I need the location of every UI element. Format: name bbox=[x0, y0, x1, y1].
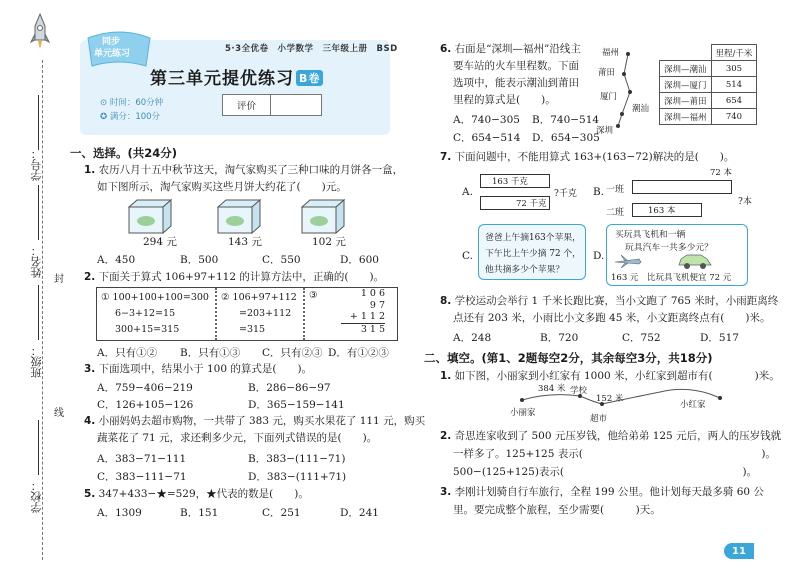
q7-text1: 下面问题中，不能用算式 163+(163−72)解决的是( )。 bbox=[454, 151, 735, 163]
score-box bbox=[222, 94, 322, 116]
q6-text2: 要车站的火车里程数。下面 bbox=[453, 60, 579, 72]
q8-number: 8. bbox=[440, 295, 452, 307]
q2-method-1 bbox=[101, 290, 209, 338]
q6-mileage-table bbox=[659, 44, 757, 125]
q6-option-b: B．740−514 bbox=[532, 114, 600, 126]
q7-option-a-label: A. bbox=[462, 186, 473, 198]
f2-text2: 一样多了。125+125 表示( )。 bbox=[453, 448, 776, 460]
q1-price-1: 294 元 bbox=[143, 236, 177, 248]
rocket-icon bbox=[28, 12, 52, 52]
table-row-4-route: 深圳—福州 bbox=[660, 109, 712, 125]
publication-info: 5·3全优卷 小学数学 三年级上册 BSD bbox=[225, 44, 398, 54]
q7-c-line1: 爸爸上午摘163个苹果， bbox=[485, 233, 581, 243]
q2-m1-line2: 6−3+12=15 bbox=[115, 308, 176, 319]
q2-number: 2. bbox=[84, 271, 96, 283]
table-row-3-route: 深圳—莆田 bbox=[660, 93, 712, 109]
q7-option-d-label: D. bbox=[593, 250, 605, 262]
q6-line1 bbox=[440, 42, 581, 57]
clock-icon: ⊙ bbox=[100, 98, 110, 108]
q2-option-c: C．只有②③ bbox=[262, 347, 323, 359]
f1-line1 bbox=[440, 369, 780, 384]
cut-mark-seal: 封 bbox=[54, 274, 64, 285]
toy-car-icon bbox=[677, 251, 713, 271]
q7-a-question: ?千克 bbox=[554, 189, 577, 199]
q3-number: 3. bbox=[84, 363, 96, 375]
q7-a-label-2: 72 千克 bbox=[516, 199, 547, 209]
q6-option-d: D．654−305 bbox=[532, 132, 600, 144]
q8-option-c: C．752 bbox=[622, 332, 661, 344]
badge-line1: 同步 bbox=[102, 37, 121, 47]
f2-line1 bbox=[440, 429, 781, 444]
map-shenzhen: 深圳 bbox=[596, 126, 614, 136]
q7-d-price-1: 163 元 bbox=[611, 273, 639, 283]
q2-m2-line3: =315 bbox=[239, 324, 266, 335]
binding-margin bbox=[0, 0, 70, 575]
school-label: 学校： bbox=[30, 480, 43, 513]
student-id-label: 学号： bbox=[30, 148, 43, 181]
q7-d-price-2: 比玩具飞机便宜 72 元 bbox=[647, 273, 732, 283]
q6-text4: 里程的算式是( )。 bbox=[453, 94, 556, 106]
total-text: 满分：100分 bbox=[109, 112, 161, 122]
q6-route-map bbox=[598, 44, 656, 136]
q7-b-class1: 一班 bbox=[606, 185, 625, 195]
f1-place-1: 小丽家 bbox=[510, 408, 536, 418]
version-badge: B卷 bbox=[296, 70, 323, 86]
page-number: 11 bbox=[724, 543, 754, 559]
q2-m3-line4: 3 1 5 bbox=[360, 323, 385, 335]
f1-distance-1: 384 米 bbox=[538, 384, 566, 394]
q4-text1: 小丽妈妈去超市购物，一共带了 383 元，购买水果花了 111 元，购买 bbox=[98, 415, 426, 427]
q5-option-d: D．241 bbox=[340, 507, 379, 519]
table-header: 里程/千米 bbox=[711, 45, 757, 61]
map-chaoshan: 潮汕 bbox=[632, 104, 650, 114]
q6-text3: 选项中，能表示潮汕到莆田 bbox=[453, 77, 579, 89]
f3-line1 bbox=[440, 485, 764, 500]
q2-method-2 bbox=[221, 290, 297, 338]
q2-method-3-marker: ③ bbox=[309, 290, 318, 301]
table-row-1-km: 305 bbox=[711, 61, 757, 77]
q5-text1: 347+433−★=529，★代表的数是( )。 bbox=[98, 488, 309, 500]
mooncake-box-1 bbox=[125, 197, 173, 238]
q7-c-text bbox=[485, 230, 581, 278]
map-xiamen: 厦门 bbox=[600, 92, 618, 102]
q6-number: 6. bbox=[440, 43, 452, 55]
q5-option-b: B．151 bbox=[180, 507, 219, 519]
q7-b-class2: 二班 bbox=[606, 208, 625, 218]
q7-line1 bbox=[440, 150, 734, 165]
page-title bbox=[150, 64, 323, 89]
title-text: 第三单元提优练习 bbox=[150, 69, 294, 89]
q3-option-d: D．365−159−141 bbox=[248, 399, 345, 411]
q2-m2-line1: ② 106+97+112 bbox=[221, 292, 297, 303]
table-row-1-route: 深圳—潮汕 bbox=[660, 61, 712, 77]
mooncake-box-2 bbox=[214, 197, 262, 238]
q2-m1-line1: ① 100+100+100=300 bbox=[101, 292, 209, 303]
q7-d-title: 玩具汽车一共多少元？ bbox=[625, 243, 713, 253]
map-putian: 莆田 bbox=[598, 68, 616, 78]
q2-m3-line1: 1 0 6 bbox=[360, 288, 385, 299]
q4-option-b: B．383−(111−71) bbox=[248, 453, 346, 465]
total-score bbox=[100, 110, 160, 122]
q2-method-3 bbox=[341, 288, 385, 335]
q1-option-d: D．600 bbox=[340, 254, 379, 266]
f2-text3: 500−(125+125)表示( )。 bbox=[453, 466, 758, 478]
q7-b-question: ?本 bbox=[738, 197, 752, 207]
q3-option-b: B．286−86−97 bbox=[248, 382, 331, 394]
q8-line1 bbox=[440, 294, 778, 309]
q7-option-c-label: C. bbox=[462, 250, 473, 262]
q5-line1 bbox=[84, 487, 309, 502]
q7-c-bubble bbox=[478, 224, 586, 280]
q8-text1: 学校运动会举行 1 千米长跑比赛，当小文跑了 765 米时，小雨距离终 bbox=[454, 295, 779, 307]
q8-option-d: D．517 bbox=[700, 332, 739, 344]
q1-price-3: 102 元 bbox=[312, 236, 346, 248]
q4-option-d: D．383−(111+71) bbox=[248, 471, 347, 483]
q7-b-label-2: 163 本 bbox=[648, 206, 676, 216]
q1-text1: 农历八月十五中秋节这天，淘气家购买了三种口味的月饼各一盒， bbox=[98, 164, 404, 176]
mooncake-box-3 bbox=[298, 197, 346, 238]
table-row-2-route: 深圳—厦门 bbox=[660, 77, 712, 93]
q3-option-a: A．759−406−219 bbox=[97, 382, 193, 394]
badge-line2: 单元练习 bbox=[94, 49, 131, 59]
table-row-4-km: 740 bbox=[711, 109, 757, 125]
q7-b-bar-1 bbox=[632, 180, 732, 194]
q2-text1: 下面关于算式 106+97+112 的计算方法中，正确的( )。 bbox=[98, 271, 385, 283]
q2-option-a: A．只有①② bbox=[97, 347, 158, 359]
q6-option-c: C．654−514 bbox=[453, 132, 521, 144]
q6-option-a: A．740−305 bbox=[453, 114, 520, 126]
q1-option-a: A．450 bbox=[97, 254, 136, 266]
f1-place-2: 学校 bbox=[570, 386, 588, 396]
q8-option-a: A．248 bbox=[453, 332, 492, 344]
f3-text1: 李刚计划骑自行车旅行，全程 199 公里。他计划每天最多骑 60 公 bbox=[454, 486, 764, 498]
q3-text1: 下面选项中，结果小于 100 的算式是( )。 bbox=[98, 363, 313, 375]
q2-line1 bbox=[84, 270, 384, 285]
q5-option-c: C．251 bbox=[262, 507, 301, 519]
q2-option-b: B．只有①③ bbox=[180, 347, 241, 359]
q5-number: 5. bbox=[84, 488, 96, 500]
q4-text2: 蔬菜花了 71 元，求还剩多少元，下面列式错误的是( )。 bbox=[97, 432, 378, 444]
q4-line1 bbox=[84, 414, 425, 429]
f1-route-diagram bbox=[510, 384, 740, 428]
q7-a-label-1: 163 千克 bbox=[492, 177, 528, 187]
q1-option-c: C．550 bbox=[262, 254, 301, 266]
q4-option-c: C．383−111−71 bbox=[97, 471, 187, 483]
section-1-title: 一、选择。(共24分) bbox=[70, 146, 178, 160]
f1-place-3: 超市 bbox=[590, 414, 608, 424]
f1-text1: 如下图，小丽家到小红家有 1000 米，小红家到超市有( )米。 bbox=[454, 370, 780, 382]
q7-c-line3: 他共摘多少个苹果？ bbox=[485, 265, 565, 275]
q1-option-b: B．500 bbox=[180, 254, 219, 266]
toy-plane-icon bbox=[613, 253, 643, 269]
name-label: 姓名： bbox=[30, 245, 43, 278]
q7-b-label-1: 72 本 bbox=[710, 168, 733, 178]
f3-text2: 里。要完成整个旅程，至少需要( )天。 bbox=[453, 504, 661, 516]
q3-option-c: C．126+105−126 bbox=[97, 399, 194, 411]
q7-c-line2: 下午比上午少摘 72 个， bbox=[485, 249, 581, 259]
f1-place-4: 小红家 bbox=[680, 400, 706, 410]
q2-methods-box bbox=[96, 287, 398, 341]
q2-option-d: D．有①②③ bbox=[328, 347, 389, 359]
f1-distance-2: 152 米 bbox=[596, 394, 624, 404]
score-label: 评价 bbox=[223, 95, 271, 115]
q5-option-a: A．1309 bbox=[97, 507, 142, 519]
q1-price-2: 143 元 bbox=[228, 236, 262, 248]
star-icon: ✪ bbox=[100, 112, 110, 122]
f2-text1: 奇思连家收到了 500 元压岁钱，他给弟弟 125 元后，两人的压岁钱就 bbox=[454, 430, 782, 442]
q7-number: 7. bbox=[440, 151, 452, 163]
table-row-3-km: 654 bbox=[711, 93, 757, 109]
q1-line1 bbox=[84, 163, 403, 178]
table-row-2-km: 514 bbox=[711, 77, 757, 93]
q2-m1-line3: 300+15=315 bbox=[115, 324, 180, 335]
q1-number: 1. bbox=[84, 164, 96, 176]
map-fuzhou: 福州 bbox=[602, 48, 620, 58]
q7-d-box bbox=[606, 224, 748, 286]
f2-number: 2. bbox=[440, 430, 452, 442]
q8-text2: 点还有 203 米，小雨比小文多跑 45 米，小文距离终点有( )米。 bbox=[453, 312, 771, 324]
q2-m3-line2: 9 7 bbox=[369, 299, 385, 311]
f1-number: 1. bbox=[440, 370, 452, 382]
sync-badge bbox=[84, 28, 154, 70]
q6-text1: 右面是“深圳—福州”沿线主 bbox=[454, 43, 581, 55]
q7-d-header: 买玩具飞机和一辆 bbox=[615, 230, 686, 240]
section-2-title: 二、填空。(第1、2题每空2分，其余每空3分，共18分) bbox=[424, 351, 713, 365]
class-label: 班级： bbox=[30, 345, 43, 378]
q2-m3-line3: + 1 1 2 bbox=[341, 311, 385, 324]
time-text: 时间：60分钟 bbox=[109, 98, 164, 108]
time-limit bbox=[100, 96, 163, 108]
f3-number: 3. bbox=[440, 486, 452, 498]
cut-mark-line: 线 bbox=[54, 408, 64, 419]
q4-option-a: A．383−71−111 bbox=[97, 453, 187, 465]
q2-m2-line2: =203+112 bbox=[239, 308, 292, 319]
q4-number: 4. bbox=[84, 415, 96, 427]
q3-line1 bbox=[84, 362, 312, 377]
q1-text2: 如下图所示，淘气家购买这些月饼大约花了( )元。 bbox=[97, 181, 347, 193]
q7-option-b-label: B. bbox=[593, 186, 605, 198]
q8-option-b: B．720 bbox=[540, 332, 579, 344]
